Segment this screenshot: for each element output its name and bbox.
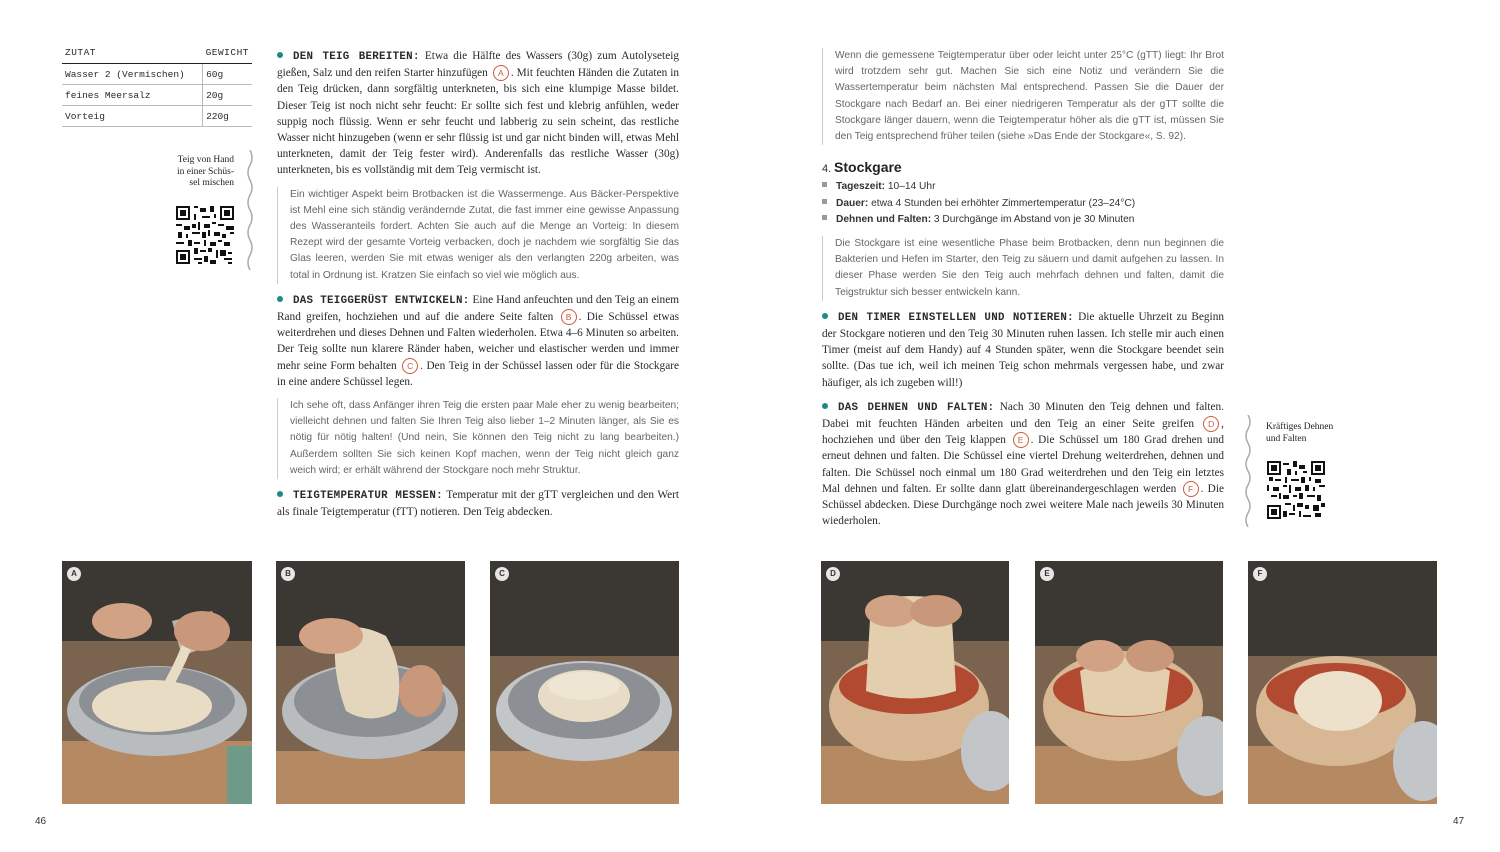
bullet-icon	[822, 403, 828, 409]
step-heading: DEN TEIG BEREITEN:	[293, 51, 420, 63]
meta-item: Tageszeit: 10–14 Uhr	[822, 179, 1224, 195]
section-heading	[822, 159, 1224, 177]
page-number-left: 46	[35, 816, 47, 827]
qr-caption-right: Kräftiges Dehnen und Falten	[1266, 422, 1334, 444]
ingredient-name: feines Meersalz	[62, 85, 203, 106]
square-bullet-icon	[822, 199, 827, 204]
table-row	[62, 106, 252, 127]
step-heading: DAS DEHNEN UND FALTEN:	[838, 401, 995, 414]
qr-caption-left: Teig von Hand in einer Schüs-sel mischen	[177, 155, 234, 188]
col-weight-header: GEWICHT	[203, 44, 252, 64]
step-develop-structure: DAS TEIGGERÜST ENTWICKELN: Eine Hand anfeuchten und den Teig an einem Rand greifen, hochziehen und auf die andere Seite falten B . Die Schüssel etwas weiterdrehen und dieses Dehnen und Falten wiederholen. Etwa 4–6 Minuten so arbeiten. Der Teig sollte nun klarere Ränder haben, weicher und elastischer werden und immer mehr seine Form behalten C . Den Teig in der Schüssel lassen oder für die Stockgare in eine andere Schüssel legen.	[277, 293, 680, 388]
table-row	[62, 85, 252, 106]
photo-label-badge: C	[495, 567, 509, 581]
step-heading: DAS TEIGGERÜST ENTWICKELN:	[293, 294, 470, 307]
photo-label-badge: A	[67, 567, 81, 581]
ingredient-name: Wasser 2 (Vermischen)	[62, 64, 203, 85]
meta-item: Dauer: etwa 4 Stunden bei erhöhter Zimmertemperatur (23–24°C)	[822, 196, 1224, 212]
photo-ref-marker: F	[1183, 481, 1199, 497]
step-measure-temperature: TEIGTEMPERATUR MESSEN: Temperatur mit der gTT vergleichen und den Wert als finale Teigtemperatur (fTT) notieren. Den Teig abdecken.	[277, 489, 679, 519]
left-text-column	[277, 48, 679, 528]
side-note: Wenn die gemessene Teigtemperatur über oder leicht unter 25°C (gTT) liegt: Ihr Brot wird trotzdem sehr gut. Machen Sie sich eine Notiz und verändern Sie die Wassertemperatur beim nächsten Mal entsprechend. Passen Sie die Dauer der Stockgare nach Bedarf an. Bei einer niedrigeren Temperatur als der gTT sollte die Stockgare länger dauern, wenn die Teigtemperatur höher als die gTT ist, müssen Sie den Teig entsprechend früher teilen (siehe »Das Ende der Stockgare«, S. 92).	[822, 48, 1224, 145]
square-bullet-icon	[822, 182, 827, 187]
step-heading: DEN TIMER EINSTELLEN UND NOTIEREN:	[838, 311, 1074, 324]
photo-label-badge: B	[281, 567, 295, 581]
ingredient-name: Vorteig	[62, 106, 203, 127]
photo-a-adding-starter	[62, 561, 252, 804]
qr-code-icon[interactable]	[176, 206, 234, 269]
photo-label-badge: E	[1040, 567, 1054, 581]
ingredient-amount: 60g	[203, 64, 252, 85]
photo-label-badge: F	[1253, 567, 1267, 581]
square-bullet-icon	[822, 215, 827, 220]
wave-divider-icon	[1243, 415, 1253, 527]
step-heading: TEIGTEMPERATUR MESSEN:	[293, 490, 443, 503]
qr-code-icon[interactable]	[1267, 461, 1325, 524]
page-number-right: 47	[1453, 816, 1465, 827]
photo-ref-marker: A	[493, 65, 509, 81]
step-stretch-fold: DAS DEHNEN UND FALTEN: Nach 30 Minuten den Teig dehnen und falten. Dabei mit feuchten Händen arbeiten und den Teig an einer Seite greifen D , hochziehen und über den Teig klappen E . Die Schüssel um 180 Grad drehen und erneut dehnen und falten. Die Schüssel eine viertel Drehung weiterdrehen, dehnen und falten. Die Schüssel noch einmal um 180 Grad weiterdrehen und den Teig ein letztes Mal dehnen und falten. Er sollte dann glatt übereinandergeschlagen werden F . Die Schüssel abdecken. Diese Durchgänge noch zwei weitere Male nach jeweils 30 Minuten wiederholen.	[822, 400, 1224, 528]
bullet-icon	[277, 52, 283, 58]
step-set-timer: DEN TIMER EINSTELLEN UND NOTIEREN: Die aktuelle Uhrzeit zu Beginn der Stockgare notieren und den Teig 30 Minuten ruhen lassen. Ich stelle mir auch einen Timer (meist auf dem Handy) auf 4 Stunden später, wenn die Stockgare beendet sein sollte. (Das tue ich, weil ich meinen Teig schon mehrmals vergessen habe, und zwar häufiger, als ich zugeben will!)	[822, 310, 1224, 389]
photo-ref-marker: D	[1203, 416, 1219, 432]
bullet-icon	[277, 296, 283, 302]
photo-b-folding-dough	[276, 561, 465, 804]
photo-e-folding-over	[1035, 561, 1223, 804]
photo-c-dough-in-bowl	[490, 561, 679, 804]
side-note: Ich sehe oft, dass Anfänger ihren Teig die ersten paar Male eher zu wenig bearbeiten; vielleicht dehnen und falten Sie Ihren Teig also lieber 1–2 Minuten länger, als Sie es nötig für nötig halten! (Und nein, Sie können den Teig nicht zu lang bearbeiten.) Außerdem sollten Sie sich keinen Kopf machen, wenn der Teig nicht gleich ganz weich wird; er erhält während der Stockgare noch mehr Struktur.	[277, 398, 679, 479]
photo-ref-marker: C	[402, 358, 418, 374]
meta-list	[822, 179, 1224, 228]
col-ingredient-header: ZUTAT	[62, 44, 203, 64]
bullet-icon	[277, 491, 283, 497]
ingredient-amount: 20g	[203, 85, 252, 106]
right-text-column	[822, 48, 1224, 537]
photo-d-stretching-dough	[821, 561, 1009, 804]
table-row	[62, 64, 252, 85]
section-number: 4.	[822, 163, 832, 176]
photo-ref-marker: B	[561, 309, 577, 325]
photo-label-badge: D	[826, 567, 840, 581]
photo-ref-marker: E	[1013, 432, 1029, 448]
ingredient-amount: 220g	[203, 106, 252, 127]
side-note: Die Stockgare ist eine wesentliche Phase beim Brotbacken, denn nun beginnen die Bakterien und Hefen im Starter, den Teig zu säuern und damit aufgehen zu lassen. In dieser Phase werden Sie den Teig auch mehrfach dehnen und falten, damit die Teigstruktur sich besser entwickeln kann.	[822, 236, 1224, 301]
ingredient-table	[62, 44, 252, 127]
step-prepare-dough: DEN TEIG BEREITEN: Etwa die Hälfte des Wassers (30g) zum Autolyseteig gießen, Salz und den reifen Starter hinzufügen A . Mit feuchten Händen die Zutaten in den Teig drücken, dann sorgfältig unterkneten, bis sich eine klumpige Masse bildet. Dieser Teig ist noch nicht sehr feucht: Er sollte sich fest und klebrig anfühlen, weder suppig noch flüssig. Wenn er sehr feucht und labberig zu sein scheint, das restliche Wasser nicht hinzugeben (wenn er sehr flüssig ist und gar nicht binden will, etwas Mehl unterkneten, damit der Teig fester wird). Anderenfalls das restliche Wasser (30g) unterkneten, bis es vollständig mit dem Teig vermischt ist.	[277, 50, 680, 177]
bullet-icon	[822, 313, 828, 319]
section-title: Stockgare	[834, 159, 902, 176]
wave-divider-icon	[245, 150, 255, 270]
meta-item: Dehnen und Falten: 3 Durchgänge im Abstand von je 30 Minuten	[822, 212, 1224, 228]
photo-f-folded-dough	[1248, 561, 1437, 804]
side-note: Ein wichtiger Aspekt beim Brotbacken ist die Wassermenge. Aus Bäcker-Perspektive ist Mehl eine sich ständig verändernde Zutat, die fast immer eine gewisse Anpassung des Wasseranteils fordert. Achten Sie auch auf die Menge an Vorteig: In diesem Rezept wird der gesamte Vorteig verbacken, doch je nachdem wie sorgfältig Sie das Glas leeren, werden Sie mit etwas weniger als den verlangten 220g arbeiten, was total in Ordnung ist. Kratzen Sie einfach so viel wie möglich aus.	[277, 187, 679, 284]
